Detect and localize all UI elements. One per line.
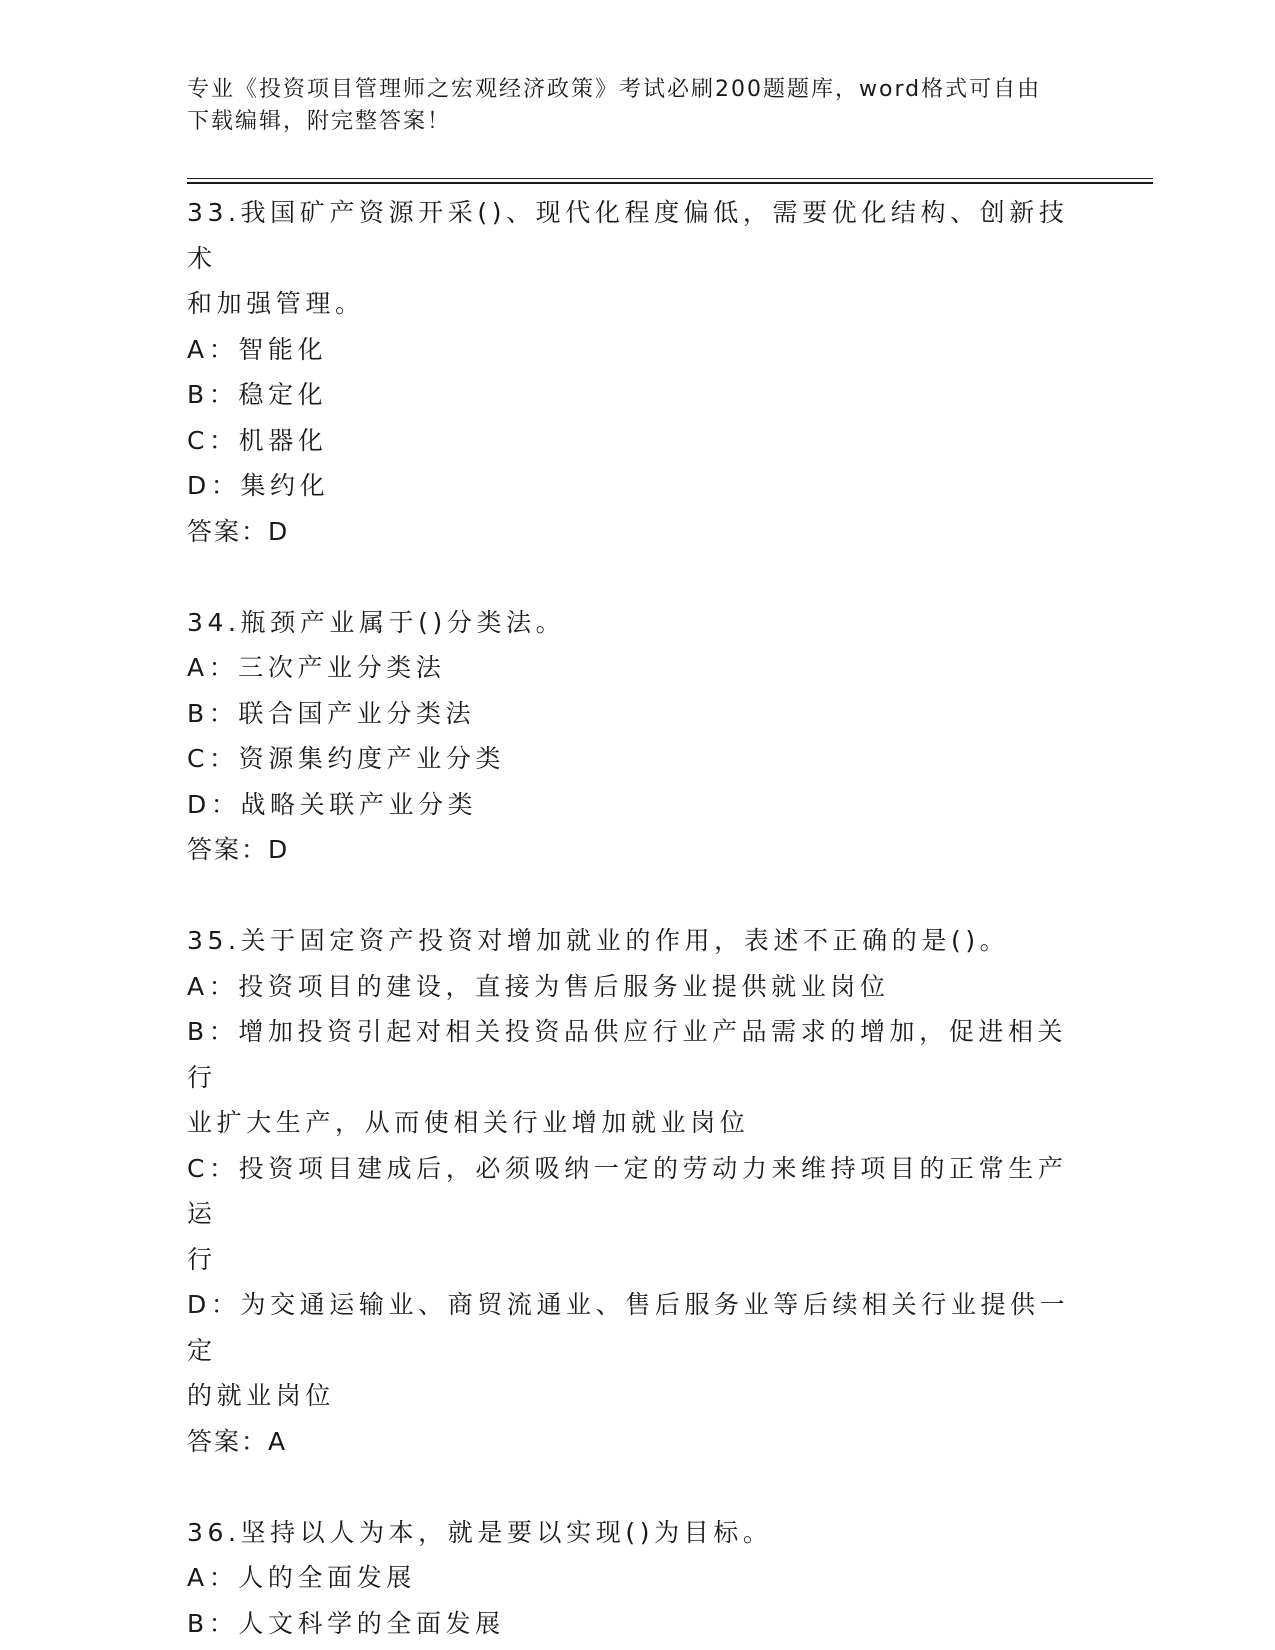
option-line: B：增加投资引起对相关投资品供应行业产品需求的增加，促进相关行 xyxy=(187,1017,1068,1092)
header-line-2: 下载编辑，附完整答案！ xyxy=(187,109,452,134)
question-block xyxy=(187,600,1077,873)
option-line: A：智能化 xyxy=(187,334,328,364)
header-divider-thick xyxy=(187,182,1153,184)
option-line: D：集约化 xyxy=(187,471,330,500)
question-stem-line: 33.我国矿产资源开采()、现代化程度偏低，需要优化结构、创新技术 xyxy=(187,198,1069,273)
option-line: C：资源集约度产业分类 xyxy=(187,744,506,773)
option-line: 的就业岗位 xyxy=(187,1381,336,1410)
option-line: B：人文科学的全面发展 xyxy=(187,1608,505,1638)
option-line: A：投资项目的建设，直接为售后服务业提供就业岗位 xyxy=(187,971,890,1001)
option-line: A：人的全面发展 xyxy=(187,1563,416,1592)
option-line: D：战略关联产业分类 xyxy=(187,789,478,819)
question-spacer xyxy=(187,554,1077,600)
header-divider-thin xyxy=(187,178,1153,179)
answer-line: 答案：A xyxy=(187,1426,288,1456)
option-line: 业扩大生产，从而使相关行业增加就业岗位 xyxy=(187,1108,750,1137)
question-stem-line: 36.坚持以人为本，就是要以实现()为目标。 xyxy=(187,1517,773,1547)
option-line: C：投资项目建成后，必须吸纳一定的劳动力来维持项目的正常生产运 xyxy=(187,1153,1068,1228)
question-stem-line: 34.瓶颈产业属于()分类法。 xyxy=(187,607,566,637)
question-list xyxy=(187,190,1077,1646)
option-line: A：三次产业分类法 xyxy=(187,653,446,682)
option-line: C：机器化 xyxy=(187,425,328,455)
option-line: B：稳定化 xyxy=(187,380,328,409)
answer-line: 答案：D xyxy=(187,835,290,864)
question-stem-line: 和加强管理。 xyxy=(187,289,365,318)
header-line-1: 专业《投资项目管理师之宏观经济政策》考试必刷200题题库，word格式可自由 xyxy=(187,77,1042,102)
option-line: B：联合国产业分类法 xyxy=(187,698,476,728)
question-spacer xyxy=(187,1464,1077,1510)
question-block xyxy=(187,190,1077,554)
question-block xyxy=(187,1510,1077,1647)
answer-line: 答案：D xyxy=(187,516,290,546)
question-stem-line: 35.关于固定资产投资对增加就业的作用，表述不正确的是()。 xyxy=(187,926,1010,955)
option-line: 行 xyxy=(187,1244,217,1274)
document-header xyxy=(187,74,1067,138)
question-spacer xyxy=(187,873,1077,919)
question-block xyxy=(187,918,1077,1464)
option-line: D：为交通运输业、商贸流通业、售后服务业等后续相关行业提供一定 xyxy=(187,1290,1070,1365)
